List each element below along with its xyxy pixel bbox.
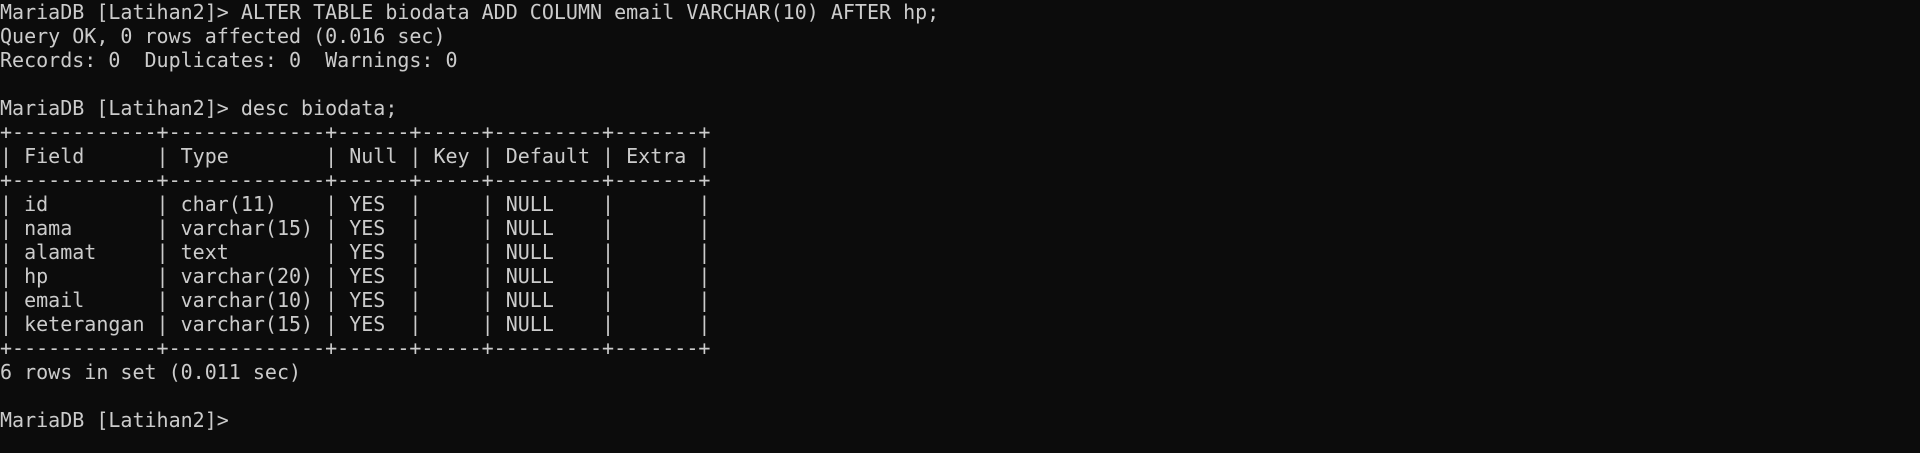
table-row: | keterangan | varchar(15) | YES | | NULL | | [0, 312, 711, 336]
command-text: desc biodata; [228, 96, 398, 120]
table-row: | email | varchar(10) | YES | | NULL | | [0, 288, 711, 312]
table-header: | Field | Type | Null | Key | Default | Extra | [0, 144, 711, 168]
input-line[interactable] [0, 408, 1920, 432]
table-border-mid: +------------+-------------+------+-----+---------+-------+ [0, 168, 711, 192]
blank-line [0, 384, 1920, 408]
table-border-top: +------------+-------------+------+-----+---------+-------+ [0, 120, 711, 144]
table-row: | hp | varchar(20) | YES | | NULL | | [0, 264, 711, 288]
rows-summary: 6 rows in set (0.011 sec) [0, 360, 302, 384]
blank-line [0, 72, 1920, 96]
table-row: | id | char(11) | YES | | NULL | | [0, 192, 711, 216]
prompt: MariaDB [Latihan2]> [0, 408, 229, 432]
query-result: Query OK, 0 rows affected (0.016 sec) [0, 24, 446, 48]
table-border-bottom: +------------+-------------+------+-----+---------+-------+ [0, 336, 711, 360]
prompt: MariaDB [Latihan2]> [0, 0, 229, 24]
table-row: | nama | varchar(15) | YES | | NULL | | [0, 216, 711, 240]
command-line [0, 96, 1920, 120]
prompt: MariaDB [Latihan2]> [0, 96, 229, 120]
command-text: ALTER TABLE biodata ADD COLUMN email VARCHAR(10) AFTER hp; [228, 0, 940, 24]
records-info: Records: 0 Duplicates: 0 Warnings: 0 [0, 48, 458, 72]
table-row: | alamat | text | YES | | NULL | | [0, 240, 711, 264]
command-line [0, 0, 1920, 24]
